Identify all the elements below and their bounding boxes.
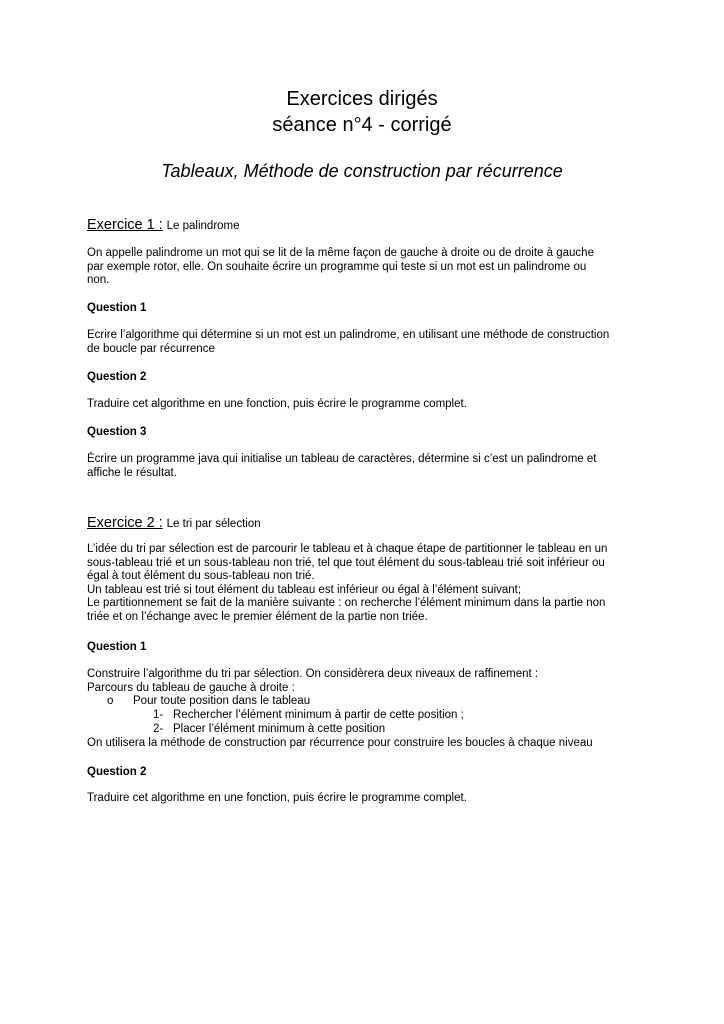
exercise-2-intro-line: L’idée du tri par sélection est de parcourir le tableau et à chaque étape de partitionner le tableau en un: [87, 543, 608, 555]
exercise-1-intro-line: non.: [87, 274, 110, 287]
exercise-2-question-2-heading: Question 2: [87, 766, 147, 778]
exercise-2-intro-line: triée et on l’échange avec le premier élément de la partie non triée.: [87, 610, 428, 623]
exercise-1-intro: [87, 247, 647, 288]
question-text-line: Parcours du tableau de gauche à droite :: [87, 681, 295, 694]
exercise-2-label: Exercice 2 :: [87, 515, 163, 531]
page-title-line-2: séance n°4 - corrigé: [272, 114, 452, 136]
exercise-1-label: Exercice 1 :: [87, 217, 163, 233]
question-text-line: affiche le résultat.: [87, 466, 177, 479]
exercise-1-heading: [87, 215, 240, 235]
exercise-1-intro-line: On appelle palindrome un mot qui se lit de la même façon de gauche à droite ou de droite à gauche: [87, 247, 594, 259]
exercise-2-intro-line: sous-tableau trié et un sous-tableau non trié, tel que tout élément du sous-tableau trié soit inférieur ou: [87, 556, 605, 569]
exercise-2-question-1-text: [87, 668, 647, 695]
exercise-2-heading: [87, 513, 261, 533]
question-text-line: de boucle par récurrence: [87, 342, 215, 355]
question-text-line: Traduire cet algorithme en une fonction, puis écrire le programme complet.: [87, 792, 467, 804]
exercise-2-intro-line: Le partitionnement se fait de la manière suivante : on recherche l’élément minimum dans la partie non: [87, 597, 606, 610]
question-text-line: Ecrire l’algorithme qui détermine si un mot est un palindrome, en utilisant une méthode de construction: [87, 329, 610, 341]
list-item: [107, 695, 310, 709]
exercise-1-question-3-heading: Question 3: [87, 426, 147, 438]
exercise-1-name: Le palindrome: [166, 220, 240, 232]
exercise-2-question-2-text: [87, 792, 647, 806]
list-item-text: Placer l’élément minimum à cette position: [173, 723, 386, 735]
list-number: 2-: [153, 723, 164, 735]
numbered-list-item: [153, 723, 385, 737]
list-item-text: Rechercher l’élément minimum à partir de cette position ;: [173, 709, 464, 721]
exercise-2-intro-line: Un tableau est trié si tout élément du tableau est inférieur ou égal à l’élément suivant;: [87, 583, 522, 596]
exercise-2-question-1-closing: [87, 737, 647, 751]
question-text-line: Construire l’algorithme du tri par sélection. On considèrera deux niveaux de raffinement :: [87, 668, 539, 680]
question-text-line: On utilisera la méthode de construction par récurrence pour construire les boucles à chaque niveau: [87, 737, 593, 749]
exercise-2-name: Le tri par sélection: [166, 518, 261, 530]
bullet-marker: o: [107, 695, 114, 707]
exercise-1-question-2-text: [87, 398, 647, 412]
exercise-1-question-2-heading: Question 2: [87, 371, 147, 383]
exercise-1-question-1-text: [87, 329, 647, 356]
page-title-line-1: Exercices dirigés: [286, 88, 438, 110]
exercise-2-intro: [87, 543, 647, 625]
list-item-text: Pour toute position dans le tableau: [133, 695, 311, 707]
exercise-1-question-3-text: [87, 453, 647, 480]
numbered-list-item: [153, 709, 464, 723]
exercise-2-intro-line: égal à tout élément du sous-tableau non trié.: [87, 570, 315, 583]
page-subtitle: Tableaux, Méthode de construction par récurrence: [161, 161, 563, 181]
question-text-line: Écrire un programme java qui initialise un tableau de caractères, détermine si c’est un palindrome et: [87, 453, 597, 465]
exercise-2-question-1-heading: Question 1: [87, 641, 147, 653]
list-number: 1-: [153, 709, 164, 721]
question-text-line: Traduire cet algorithme en une fonction, puis écrire le programme complet.: [87, 398, 467, 410]
exercise-1-intro-line: par exemple rotor, elle. On souhaite écrire un programme qui teste si un mot est un palindrome ou: [87, 260, 587, 273]
exercise-1-question-1-heading: Question 1: [87, 302, 147, 314]
